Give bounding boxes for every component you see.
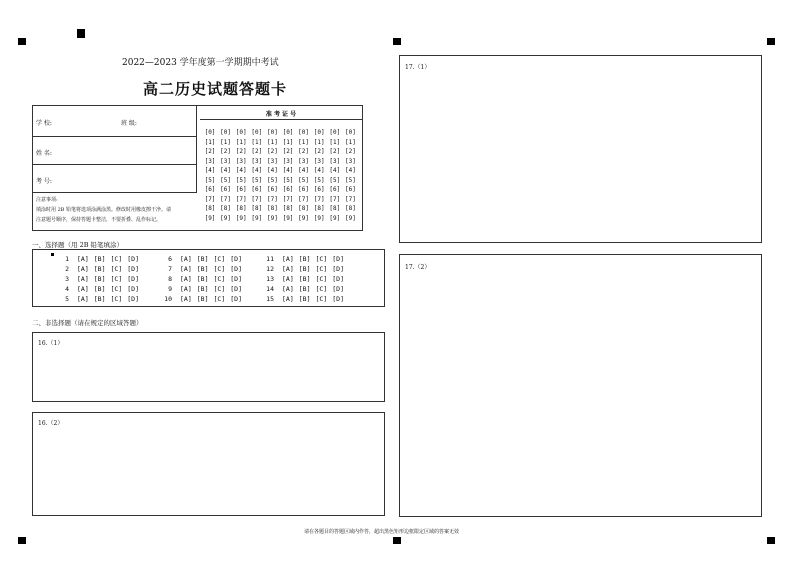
footer-note: 请在各题目的答题区域内作答，超出黑色矩形边框限定区域的答案无效 [304,529,460,535]
alignment-marker [77,29,85,38]
student-info-box [32,105,363,231]
admission-digit-bubble[interactable]: [9] [235,214,247,222]
admission-digit-column [344,128,356,223]
answer-option-bubble[interactable]: [A] [180,275,192,283]
admission-digit-column [251,128,263,223]
seat-row [33,165,197,193]
seat-label: 考 号: [36,178,52,185]
name-field[interactable] [61,140,191,162]
mcq-question-row [53,295,144,303]
admission-digit-bubble[interactable]: [4] [313,167,325,174]
admission-digit-bubble[interactable]: [4] [298,167,310,174]
admission-digit-bubble[interactable]: [1] [298,138,310,146]
admission-title-divider [200,119,362,120]
admission-digit-bubble[interactable]: [5] [329,176,341,184]
mcq-question-row [258,265,349,273]
answer-option-bubble[interactable]: [A] [282,275,294,283]
answer-option-bubble[interactable]: [B] [93,255,106,263]
question-label: 16.（2） [38,420,64,427]
notice-title: 注意事项: [36,197,58,203]
admission-digit-bubble[interactable]: [4] [266,167,278,174]
mcq-question-row [258,285,349,293]
admission-digit-bubble[interactable]: [8] [251,205,263,212]
admission-digit-bubble[interactable]: [7] [251,195,263,203]
admission-digit-bubble[interactable]: [0] [329,129,341,136]
admission-digit-bubble[interactable]: [9] [313,214,325,222]
admission-digit-bubble[interactable]: [1] [313,138,325,146]
answer-option-bubble[interactable]: [B] [196,255,209,263]
admission-digit-bubble[interactable]: [4] [329,167,341,174]
admission-digit-bubble[interactable]: [6] [282,186,294,193]
name-row [33,137,197,165]
name-label: 姓 名: [36,150,52,157]
answer-option-bubble[interactable]: [C] [110,275,123,283]
answer-option-bubble[interactable]: [B] [93,285,106,293]
admission-digit-bubble[interactable]: [1] [204,138,216,146]
question-number: 1 [65,255,69,263]
answer-option-bubble[interactable]: [C] [110,265,123,273]
admission-digit-bubble[interactable]: [6] [313,186,325,193]
admission-digit-bubble[interactable]: [2] [204,148,216,155]
answer-option-bubble[interactable]: [A] [282,265,294,273]
answer-box-16-1[interactable] [32,332,385,402]
answer-option-bubble[interactable]: [A] [77,265,89,273]
answer-option-bubble[interactable]: [C] [315,275,328,283]
admission-digit-column [298,128,310,223]
admission-digit-column [282,128,294,223]
admission-digit-bubble[interactable]: [5] [344,176,356,184]
mcq-question-row [258,255,349,263]
admission-digit-bubble[interactable]: [5] [204,176,216,184]
question-number: 4 [65,285,69,293]
admission-digit-bubble[interactable]: [8] [329,205,341,212]
answer-option-bubble[interactable]: [C] [213,255,226,263]
admission-digit-bubble[interactable]: [3] [220,157,232,165]
answer-option-bubble[interactable]: [A] [282,295,294,303]
admission-digit-bubble[interactable]: [1] [344,138,356,146]
class-field[interactable] [145,110,193,132]
answer-option-bubble[interactable]: [D] [230,265,242,273]
admission-digit-bubble[interactable]: [3] [329,157,341,165]
answer-option-bubble[interactable]: [A] [77,285,89,293]
admission-digit-bubble[interactable]: [7] [220,195,232,203]
answer-option-bubble[interactable]: [A] [282,285,294,293]
admission-digit-bubble[interactable]: [0] [251,129,263,136]
admission-digit-bubble[interactable]: [7] [298,195,310,203]
admission-digit-bubble[interactable]: [8] [298,205,310,212]
admission-digit-bubble[interactable]: [0] [313,129,325,136]
answer-option-bubble[interactable]: [D] [332,285,344,293]
answer-option-bubble[interactable]: [C] [213,285,226,293]
admission-digit-bubble[interactable]: [9] [282,214,294,222]
admission-digit-bubble[interactable]: [0] [282,129,294,136]
alignment-marker [18,537,26,544]
admission-digit-bubble[interactable]: [7] [329,195,341,203]
answer-option-bubble[interactable]: [D] [127,265,139,273]
admission-digit-column [329,128,341,223]
answer-option-bubble[interactable]: [B] [93,295,106,303]
admission-digit-bubble[interactable]: [1] [266,138,278,146]
answer-option-bubble[interactable]: [D] [230,285,242,293]
admission-digit-bubble[interactable]: [8] [313,205,325,212]
admission-digit-bubble[interactable]: [0] [204,129,216,136]
answer-option-bubble[interactable]: [C] [315,265,328,273]
admission-digit-bubble[interactable]: [2] [235,148,247,155]
admission-digit-bubble[interactable]: [8] [282,205,294,212]
admission-digit-bubble[interactable]: [4] [251,167,263,174]
admission-digit-bubble[interactable]: [7] [282,195,294,203]
alignment-marker [18,38,26,45]
answer-option-bubble[interactable]: [D] [127,275,139,283]
exam-line: 2022—2023 学年度第一学期期中考试 [122,58,279,68]
mcq-question-row [53,265,144,273]
admission-digit-bubble[interactable]: [8] [204,205,216,212]
school-field[interactable] [61,110,113,132]
question-label: 17.（2） [405,264,431,271]
admission-digit-bubble[interactable]: [3] [266,157,278,165]
admission-digit-bubble[interactable]: [6] [235,186,247,193]
answer-option-bubble[interactable]: [D] [230,255,242,263]
admission-digit-bubble[interactable]: [1] [235,138,247,146]
question-number: 6 [168,255,172,263]
admission-digit-bubble[interactable]: [9] [251,214,263,222]
admission-digit-bubble[interactable]: [8] [266,205,278,212]
answer-option-bubble[interactable]: [A] [180,255,192,263]
admission-digit-column [266,128,278,223]
admission-digit-bubble[interactable]: [8] [344,205,356,212]
mcq-question-row [156,295,247,303]
admission-digit-bubble[interactable]: [2] [344,148,356,155]
question-number: 5 [65,295,69,303]
mcq-question-row [156,265,247,273]
admission-digit-bubble[interactable]: [8] [220,205,232,212]
answer-option-bubble[interactable]: [B] [298,265,311,273]
admission-digit-bubble[interactable]: [9] [220,214,232,222]
admission-digit-bubble[interactable]: [6] [344,186,356,193]
answer-option-bubble[interactable]: [A] [180,265,192,273]
question-number: 14 [266,285,274,293]
admission-digit-bubble[interactable]: [3] [344,157,356,165]
answer-option-bubble[interactable]: [C] [315,255,328,263]
admission-digit-bubble[interactable]: [6] [251,186,263,193]
school-class-row [33,106,197,137]
answer-option-bubble[interactable]: [B] [196,265,209,273]
admission-digit-bubble[interactable]: [3] [282,157,294,165]
admission-digit-bubble[interactable]: [5] [235,176,247,184]
answer-option-bubble[interactable]: [D] [332,275,344,283]
admission-digit-bubble[interactable]: [2] [220,148,232,155]
mcq-box [32,249,385,307]
alignment-marker [393,537,401,544]
admission-digit-bubble[interactable]: [0] [220,129,232,136]
admission-digit-bubble[interactable]: [0] [235,129,247,136]
admission-digit-bubble[interactable]: [6] [298,186,310,193]
answer-option-bubble[interactable]: [C] [213,265,226,273]
mcq-question-row [156,255,247,263]
admission-digit-bubble[interactable]: [4] [204,167,216,174]
admission-digit-bubble[interactable]: [8] [235,205,247,212]
answer-option-bubble[interactable]: [A] [282,255,294,263]
question-label: 16.（1） [38,340,64,347]
non-mcq-section-title: 二、非选择题（请在规定的区域答题） [32,319,143,327]
answer-option-bubble[interactable]: [A] [180,295,192,303]
page-title: 高二历史试题答题卡 [143,80,288,98]
alignment-marker [767,537,775,544]
admission-digit-bubble[interactable]: [3] [313,157,325,165]
seat-field[interactable] [61,168,191,190]
admission-digit-bubble[interactable]: [5] [220,176,232,184]
admission-digit-bubble[interactable]: [2] [329,148,341,155]
admission-digit-bubble[interactable]: [2] [251,148,263,155]
admission-digit-bubble[interactable]: [4] [235,167,247,174]
admission-digit-column [235,128,247,223]
answer-box-16-2[interactable] [32,412,385,516]
answer-box-17-2[interactable] [399,254,762,517]
answer-option-bubble[interactable]: [B] [298,285,311,293]
admission-digit-bubble[interactable]: [7] [235,195,247,203]
answer-option-bubble[interactable]: [A] [77,275,89,283]
admission-digit-bubble[interactable]: [0] [344,129,356,136]
admission-digit-bubble[interactable]: [1] [282,138,294,146]
question-number: 2 [65,265,69,273]
answer-option-bubble[interactable]: [D] [127,295,139,303]
admission-digit-bubble[interactable]: [6] [204,186,216,193]
notice-block [36,196,196,223]
admission-digit-bubble[interactable]: [1] [251,138,263,146]
admission-digit-bubble[interactable]: [7] [344,195,356,203]
answer-option-bubble[interactable]: [B] [196,285,209,293]
admission-digit-bubble[interactable]: [9] [329,214,341,222]
admission-digit-bubble[interactable]: [4] [282,167,294,174]
answer-option-bubble[interactable]: [D] [127,285,139,293]
alignment-marker [767,38,775,45]
admission-digit-bubble[interactable]: [2] [298,148,310,155]
admission-digit-bubble[interactable]: [5] [266,176,278,184]
admission-digit-bubble[interactable]: [6] [329,186,341,193]
class-label: 班 级: [121,120,137,127]
mcq-question-row [156,275,247,283]
admission-digit-bubble[interactable]: [4] [220,167,232,174]
admission-digit-bubble[interactable]: [1] [329,138,341,146]
admission-digit-bubble[interactable]: [7] [266,195,278,203]
admission-digit-bubble[interactable]: [6] [266,186,278,193]
mcq-question-row [156,285,247,293]
admission-digit-bubble[interactable]: [5] [313,176,325,184]
question-number: 15 [266,295,274,303]
answer-option-bubble[interactable]: [C] [213,275,226,283]
mcq-question-row [53,285,144,293]
mcq-question-row [258,295,349,303]
admission-digit-bubble[interactable]: [5] [251,176,263,184]
admission-digit-column [204,128,216,223]
admission-digit-column [313,128,325,223]
question-number: 3 [65,275,69,283]
admission-digit-bubble[interactable]: [4] [344,167,356,174]
mcq-section-title: 一、选择题（用 2B 铅笔填涂） [32,241,124,249]
answer-option-bubble[interactable]: [B] [298,275,311,283]
answer-box-17-1[interactable] [399,55,762,243]
answer-option-bubble[interactable]: [D] [332,295,344,303]
admission-digit-bubble[interactable]: [9] [344,214,356,222]
admission-title: 准 考 证 号 [265,111,297,118]
answer-option-bubble[interactable]: [C] [213,295,226,303]
alignment-marker [393,38,401,45]
notice-line: 填涂时用 2B 铅笔将选项涂满涂黑。修改时用橡皮擦干净。请 [36,207,172,213]
answer-option-bubble[interactable]: [C] [110,285,123,293]
admission-digit-bubble[interactable]: [0] [298,129,310,136]
question-number: 9 [168,285,172,293]
admission-digit-bubble[interactable]: [7] [204,195,216,203]
question-label: 17.（1） [405,64,431,71]
admission-digit-bubble[interactable]: [1] [220,138,232,146]
answer-option-bubble[interactable]: [C] [315,285,328,293]
question-number: 11 [266,255,274,263]
mcq-question-row [258,275,349,283]
question-number: 12 [266,265,274,273]
answer-option-bubble[interactable]: [B] [93,265,106,273]
answer-option-bubble[interactable]: [D] [127,255,139,263]
admission-digit-bubble[interactable]: [9] [204,214,216,222]
admission-digit-bubble[interactable]: [6] [220,186,232,193]
admission-digit-bubble[interactable]: [9] [266,214,278,222]
admission-digit-bubble[interactable]: [5] [282,176,294,184]
mcq-question-row [53,275,144,283]
question-number: 13 [266,275,274,283]
mcq-question-row [53,255,144,263]
admission-digit-column [220,128,232,223]
admission-digit-bubble[interactable]: [3] [204,157,216,165]
answer-option-bubble[interactable]: [B] [196,295,209,303]
notice-line: 注意题号顺序，保持答题卡整洁，不要折叠、乱作标记。 [36,217,162,223]
answer-option-bubble[interactable]: [A] [77,255,89,263]
admission-number-grid [200,106,362,230]
answer-option-bubble[interactable]: [B] [196,275,209,283]
answer-option-bubble[interactable]: [D] [332,265,344,273]
admission-digit-bubble[interactable]: [2] [266,148,278,155]
admission-digit-bubble[interactable]: [7] [313,195,325,203]
answer-option-bubble[interactable]: [D] [332,255,344,263]
answer-option-bubble[interactable]: [C] [110,295,123,303]
admission-digit-bubble[interactable]: [2] [313,148,325,155]
admission-digit-bubble[interactable]: [3] [235,157,247,165]
question-number: 7 [168,265,172,273]
answer-option-bubble[interactable]: [C] [315,295,328,303]
question-number: 10 [164,295,172,303]
admission-digit-bubble[interactable]: [5] [298,176,310,184]
answer-option-bubble[interactable]: [D] [230,275,242,283]
answer-option-bubble[interactable]: [B] [93,275,106,283]
answer-option-bubble[interactable]: [B] [298,295,311,303]
question-number: 8 [168,275,172,283]
admission-digit-bubble[interactable]: [2] [282,148,294,155]
answer-option-bubble[interactable]: [C] [110,255,123,263]
answer-option-bubble[interactable]: [A] [180,285,192,293]
admission-digit-bubble[interactable]: [3] [298,157,310,165]
answer-option-bubble[interactable]: [D] [230,295,242,303]
admission-digit-bubble[interactable]: [9] [298,214,310,222]
admission-digit-bubble[interactable]: [3] [251,157,263,165]
admission-digit-bubble[interactable]: [0] [266,129,278,136]
answer-option-bubble[interactable]: [B] [298,255,311,263]
school-label: 学 校: [36,120,52,127]
answer-option-bubble[interactable]: [A] [77,295,89,303]
